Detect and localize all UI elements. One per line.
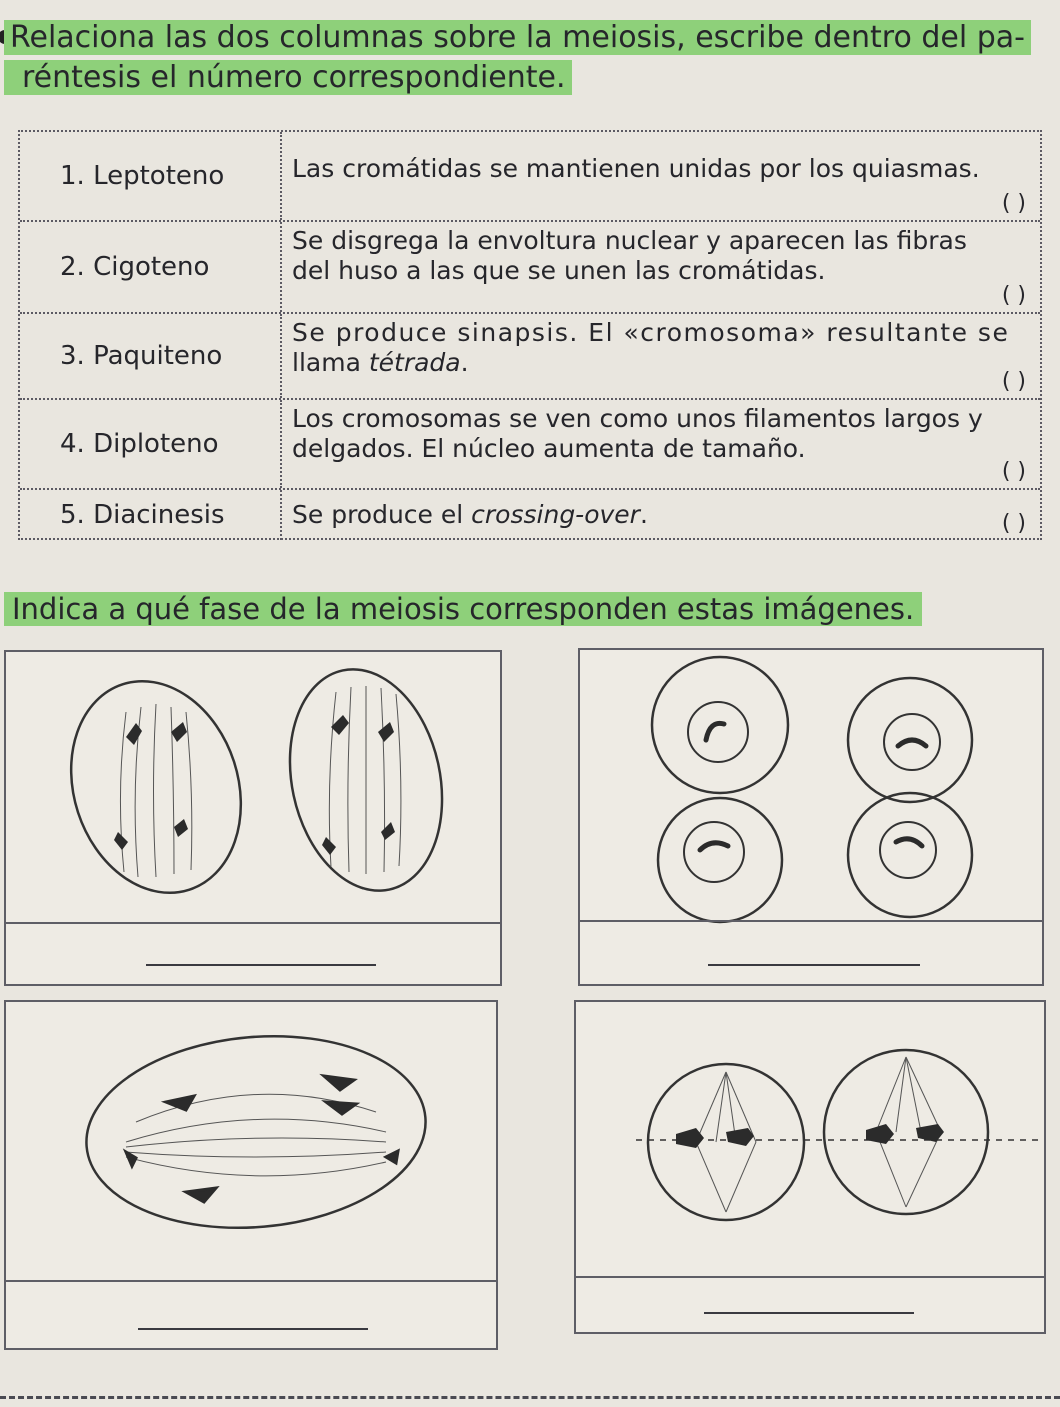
answer-line-c[interactable] — [138, 1328, 368, 1330]
answer-line-b[interactable] — [708, 964, 920, 966]
description-5-suffix: . — [639, 500, 648, 529]
description-4 — [292, 404, 1028, 464]
cell-drawing-two-round-cells — [576, 1002, 1044, 1272]
description-2-line-2: del huso a las que se unen las cromátidas. — [292, 256, 826, 285]
term-paquiteno: 3. Paquiteno — [20, 314, 282, 398]
matching-row-2 — [20, 222, 1040, 314]
answer-paren-1[interactable]: ( ) — [1001, 191, 1026, 216]
description-3-prefix: llama — [292, 348, 369, 377]
description-3 — [292, 318, 1028, 378]
answer-line-a[interactable] — [146, 964, 376, 966]
term-leptoteno: 1. Leptoteno — [20, 132, 282, 220]
description-4-line-1: Los cromosomas se ven como unos filamentos largos y — [292, 404, 983, 433]
description-1-text: Las cromátidas se mantienen unidas por los quiasmas. — [292, 154, 980, 183]
figure-box-anaphase-1 — [4, 650, 502, 986]
description-5 — [292, 500, 1028, 530]
description-3-line-2 — [292, 348, 1028, 378]
description-5-prefix: Se produce el — [292, 500, 472, 529]
figure-box-anaphase-large — [4, 1000, 498, 1350]
dashed-cut-line — [0, 1396, 1060, 1399]
description-2 — [292, 226, 1028, 286]
term-diacinesis: 5. Diacinesis — [20, 490, 282, 540]
description-2-line-1: Se disgrega la envoltura nuclear y aparecen las fibras — [292, 226, 967, 255]
description-4-line-2: delgados. El núcleo aumenta de tamaño. — [292, 434, 806, 463]
answer-paren-3[interactable]: ( ) — [1001, 369, 1026, 394]
description-3-line-1: Se produce sinapsis. El «cromosoma» resultante se — [292, 318, 1010, 347]
description-3-suffix: . — [460, 348, 469, 377]
description-1 — [292, 154, 1028, 184]
matching-row-3 — [20, 314, 1040, 400]
description-3-italic: tétrada — [368, 348, 461, 377]
instruction-1-line-1: Relaciona las dos columnas sobre la meiosis, escribe dentro del pa- — [4, 20, 1031, 55]
instruction-1 — [4, 18, 1056, 98]
matching-row-1 — [20, 132, 1040, 222]
cell-drawing-elongated-pair — [6, 652, 500, 927]
answer-paren-2[interactable]: ( ) — [1001, 283, 1026, 308]
matching-row-5 — [20, 490, 1040, 540]
description-5-italic: crossing-over — [471, 500, 640, 529]
figure-box-metaphase-2 — [574, 1000, 1046, 1334]
caption-area-a — [6, 922, 500, 984]
answer-paren-5[interactable]: ( ) — [1001, 511, 1026, 536]
instruction-2 — [4, 588, 922, 630]
caption-area-b — [580, 920, 1042, 984]
figure-box-telophase-2 — [578, 648, 1044, 986]
cell-drawing-four-cells — [580, 650, 1042, 926]
term-cigoteno: 2. Cigoteno — [20, 222, 282, 312]
term-diploteno: 4. Diploteno — [20, 400, 282, 488]
instruction-1-line-2: réntesis el número correspondiente. — [4, 60, 572, 95]
caption-area-d — [576, 1276, 1044, 1332]
matching-row-4 — [20, 400, 1040, 490]
instruction-2-text: Indica a qué fase de la meiosis corresponden estas imágenes. — [4, 592, 922, 626]
answer-paren-4[interactable]: ( ) — [1001, 459, 1026, 484]
answer-line-d[interactable] — [704, 1312, 914, 1314]
caption-area-c — [6, 1280, 496, 1348]
cell-drawing-large-oval — [6, 1002, 496, 1282]
matching-table — [18, 130, 1042, 540]
